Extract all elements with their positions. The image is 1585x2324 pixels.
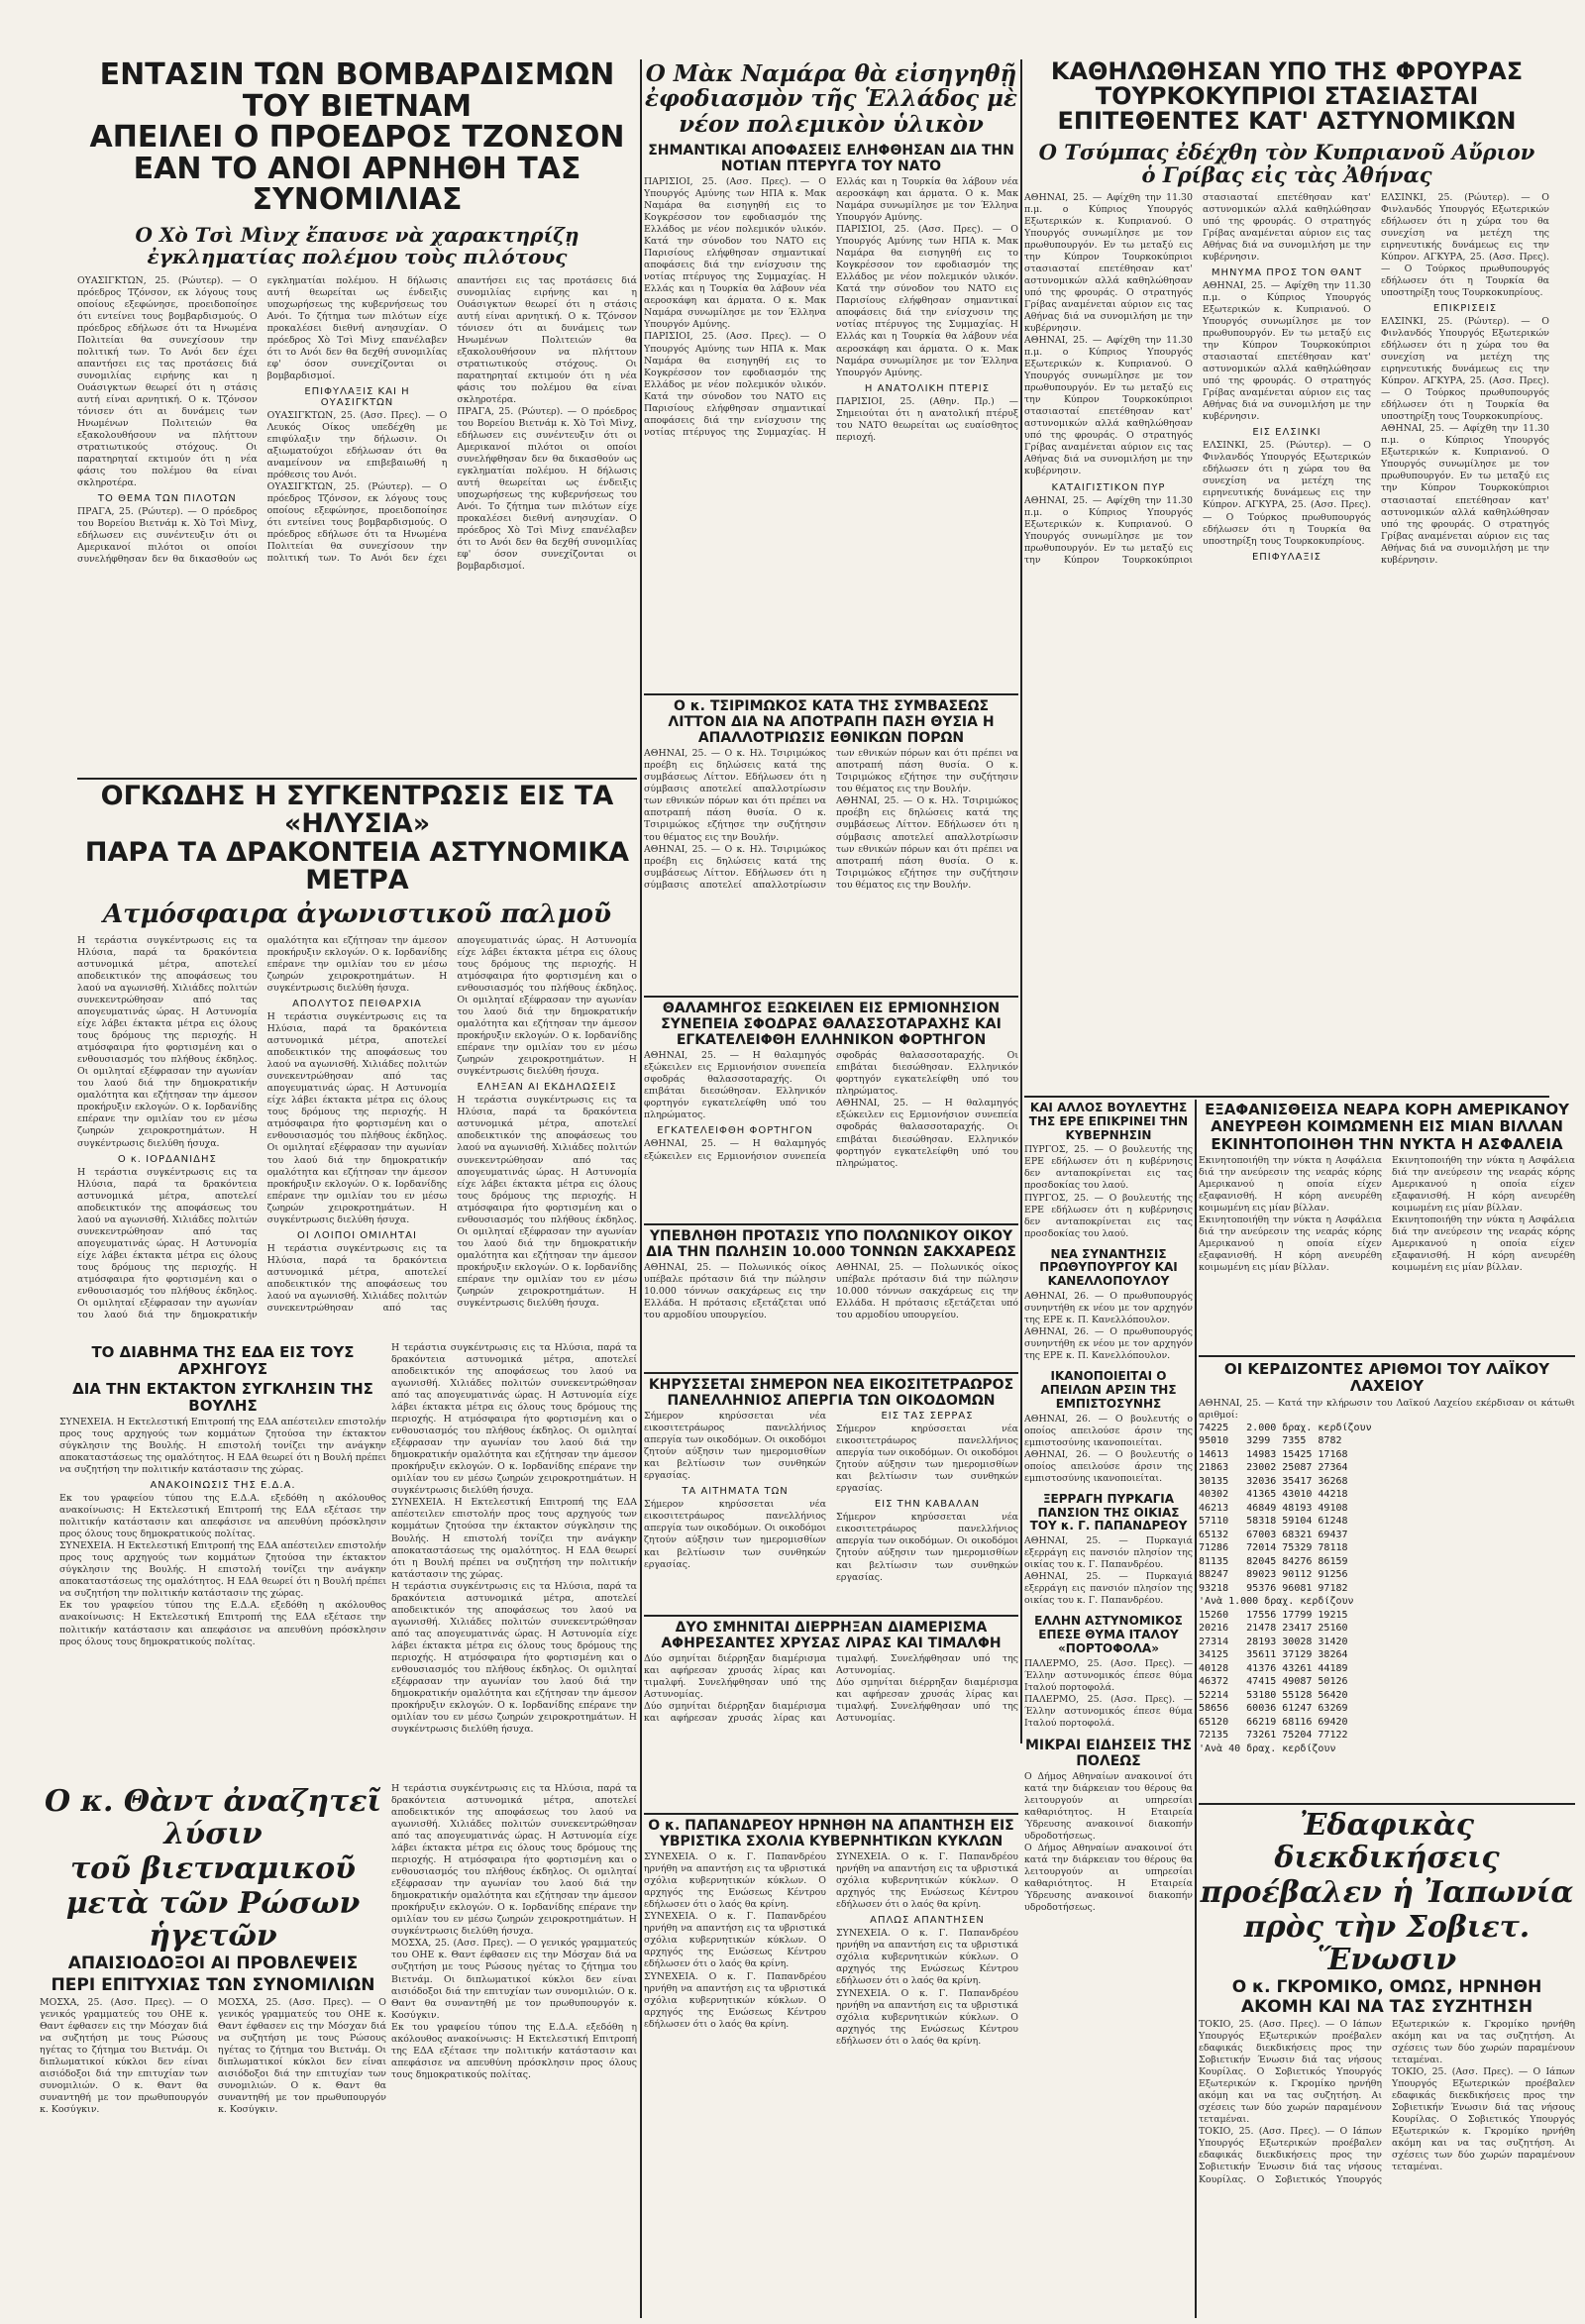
subhead: ΕΠΙΦΥΛΑΞΙΣ [1251, 551, 1322, 563]
subhead: ΕΠΙΦΥΛΑΞΙΣ ΚΑΙ Η ΟΥΑΣΙΓΚΤΩΝ [304, 385, 410, 408]
article-japan-ussr [1199, 1807, 1575, 2317]
headline: ΠΕΡΙ ΕΠΙΤΥΧΙΑΣ ΤΩΝ ΣΥΝΟΜΙΛΙΩΝ [51, 1974, 375, 1995]
short-news-column [1024, 1100, 1193, 2318]
article-body: ΜΟΣΧΑ, 25. (Ασσ. Πρες). — Ο γενικός γραμματεύς του ΟΗΕ κ. Θαντ έφθασεν εις την Μόσχαν διά να συζητήση με τους Ρώσους ηγέτας το ζήτημα του Βιετνάμ. Οι διπλωματικοί κύκλοι δεν είναι αισιόδοξοι διά την επιτυχίαν των συνομιλιών. Ο κ. Θαντ θα συναντηθή με τον πρωθυπουργόν κ. Κοσύγκιν. [391, 1938, 637, 2021]
article-body: Εκινητοποιήθη την νύκτα η Ασφάλεια διά την ανεύρεσιν της νεαράς κόρης Αμερικανού η οποία είχεν εξαφανισθή. Η κόρη ανευρέθη κοιμωμένη εις μίαν βίλλαν. [1199, 1214, 1382, 1274]
article-eda-demarche [59, 1342, 386, 1778]
headline: ΔΙΑ ΤΗΝ ΕΚΤΑΚΤΟΝ ΣΥΓΚΛΗΣΙΝ ΤΗΣ ΒΟΥΛΗΣ [72, 1379, 373, 1415]
article-body: ΣΥΝΕΧΕΙΑ. Ο κ. Γ. Παπανδρέου ηρνήθη να απαντήση εις τα υβριστικά σχόλια κυβερνητικών κύκλων. Ο αρχηγός της Ενώσεως Κέντρου εδήλωσεν ότι ο λαός θα κρίνη. [836, 1851, 1018, 1911]
article-body: ΑΘΗΝΑΙ, 25. — Αφίχθη την 11.30 π.μ. ο Κύπριος Υπουργός Εξωτερικών κ. Κυπριανού. Ο Υπουργός συνωμίλησε με τον πρωθυπουργόν. Εν τω μεταξύ εις την Κύπρον Τουρκοκύπριοι στασιασταί επετέθησαν κατ' αστυνομικών αλλά καθηλώθησαν υπό της φρουράς. Ο στρατηγός Γρίβας αναμένεται αύριον εις τας Αθήνας διά να συνομιλήση με την κυβέρνησιν. [1024, 191, 1193, 335]
headline: ΟΓΚΩΔΗΣ Η ΣΥΓΚΕΝΤΡΩΣΙΣ ΕΙΣ ΤΑ «ΗΛΥΣΙΑ» [100, 783, 614, 840]
article-body: ΑΘΗΝΑΙ, 25. — Αφίχθη την 11.30 π.μ. ο Κύπριος Υπουργός Εξωτερικών κ. Κυπριανού. Ο Υπουργός συνωμίλησε με τον πρωθυπουργόν. Εν τω μεταξύ εις την Κύπρον Τουρκοκύπριοι στασιασταί επετέθησαν κατ' αστυνομικών αλλά καθηλώθησαν υπό της φρουράς. Ο στρατηγός Γρίβας αναμένεται αύριον εις τας Αθήνας διά να συνομιλήση με την κυβέρνησιν. [1024, 335, 1193, 477]
article-body: ΟΥΑΣΙΓΚΤΩΝ, 25. (Ρώυτερ). — Ο πρόεδρος Τζόνσον, εκ λόγους τους οποίους εξεφώνησε, προειδοποίησε ότι εντείνει τους βομβαρδισμούς. Ο πρόεδρος εδήλωσε ότι τα Ηνωμένα Πολιτείαι θα συνεχίσουν την πολιτική των. Το Ανόι δεν έχει απαντήσει εις τας προτάσεις διά συνομιλίας ειρήνης και η Ουάσιγκτων θεωρεί ότι η στάσις αυτή είναι αρνητική. Ο κ. Τζόνσον τόνισεν ότι αι δυνάμεις των Ηνωμένων Πολιτειών θα εξακολουθήσουν να πλήττουν στρατιωτικούς στόχους. Οι παρατηρηταί εκτιμούν ότι η νέα φάσις του πολέμου θα είναι σκληροτέρα. [77, 274, 258, 489]
article-body: Η τεράστια συγκέντρωσις εις τα Ηλύσια, παρά τα δρακόντεια αστυνομικά μέτρα, αποτελεί αποδεικτικόν της αποφάσεως του λαού να αγωνισθή. Χιλιάδες πολιτών συνεκεντρώθησαν από τας απογευματινάς ώρας. Η Αστυνομία είχε λάβει έκτακτα μέτρα εις όλους τους δρόμους της περιοχής. Η ατμόσφαιρα ήτο φορτισμένη και ο ενθουσιασμός του πλήθους έκδηλος. Οι ομιληταί εξέφρασαν την αγωνίαν του λαού διά την δημοκρατικήν ομαλότητα και εζήτησαν την άμεσον προκήρυξιν εκλογών. Ο κ. Ιορδανίδης επέρανε την ομιλίαν του εν μέσω ζωηρών χειροκροτημάτων. Η συγκέντρωσις διελύθη ήσυχα. [266, 934, 637, 1314]
subhead: ΑΠΟΛΥΤΟΣ ΠΕΙΘΑΡΧΙΑ [292, 999, 422, 1010]
article-body: ΣΥΝΕΧΕΙΑ. Η Εκτελεστική Επιτροπή της ΕΔΑ απέστειλεν επιστολήν προς τους αρχηγούς των κομμάτων ζητούσα την έκτακτον σύγκλησιν της Βουλής. Η επιστολή τονίζει την ανάγκην αποκαταστάσεως της ομαλότητος. Η ΕΔΑ θεωρεί ότι η Βουλή πρέπει να συζητήση την πολιτικήν κατάστασιν της χώρας. [391, 1497, 637, 1580]
article-body: ΑΘΗΝΑΙ, 25. — Αφίχθη την 11.30 π.μ. ο Κύπριος Υπουργός Εξωτερικών κ. Κυπριανού. Ο Υπουργός συνωμίλησε με τον πρωθυπουργόν. Εν τω μεταξύ εις την Κύπρον Τουρκοκύπριοι στασιασταί επετέθησαν κατ' αστυνομικών αλλά καθηλώθησαν υπό της φρουράς. Ο στρατηγός Γρίβας αναμένεται αύριον εις τας Αθήνας διά να συνομιλήση με την κυβέρνησιν. [1203, 279, 1371, 423]
headline: προέβαλεν ἡ Ἰαπωνία [1200, 1875, 1574, 1910]
headline: μετὰ τῶν Ρώσων ἡγετῶν [65, 1886, 361, 1954]
article-body: ΤΟΚΙΟ, 25. (Ασσ. Πρες). — Ο Ιάπων Υπουργός Εξωτερικών προέβαλεν εδαφικάς διεκδικήσεις προς την Σοβιετικήν Ένωσιν διά τας νήσους Κουρίλας. Ο Σοβιετικός Υπουργός Εξωτερικών κ. Γκρομίκο ηρνήθη ακόμη και να τας συζητήση. Αι σχέσεις των δύο χωρών παραμένουν τεταμέναι. [1392, 2066, 1575, 2173]
article-body: ΑΘΗΝΑΙ, 25. — Πολωνικός οίκος υπέβαλε πρότασιν διά την πώλησιν 10.000 τόννων σακχάρεως εις την Ελλάδα. Η πρότασις εξετάζεται υπό του αρμοδίου υπουργείου. [644, 1262, 826, 1321]
headline: ΕΑΝ ΤΟ ΑΝΟΙ ΑΡΝΗΘΗ ΤΑΣ ΣΥΝΟΜΙΛΙΑΣ [133, 151, 581, 217]
article-body: Σήμερον κηρύσσεται νέα εικοσιτετράωρος πανελλήνιος απεργία των οικοδόμων. Οι οικοδόμοι ζητούν αύξησιν των ημερομισθίων και βελτίωσιν των συνθηκών εργασίας. [644, 1499, 826, 1570]
article-body: ΠΑΛΕΡΜΟ, 25. (Ασσ. Πρες). — Έλλην αστυνομικός έπεσε θύμα Ιταλού πορτοφολά. [1024, 1693, 1193, 1729]
article-papandreou [644, 1816, 1018, 2316]
article-body: ΑΘΗΝΑΙ, 25. — Αφίχθη την 11.30 π.μ. ο Κύπριος Υπουργός Εξωτερικών κ. Κυπριανού. Ο Υπουργός συνωμίλησε με τον πρωθυπουργόν. Εν τω μεταξύ εις την Κύπρον Τουρκοκύπριοι στασιασταί επετέθησαν κατ' αστυνομικών αλλά καθηλώθησαν υπό της φρουράς. Ο στρατηγός Γρίβας αναμένεται αύριον εις τας Αθήνας διά να συνομιλήση με την κυβέρνησιν. [1024, 191, 1371, 566]
article-body: Σήμερον κηρύσσεται νέα εικοσιτετράωρος πανελλήνιος απεργία των οικοδόμων. Οι οικοδόμοι ζητούν αύξησιν των ημερομισθίων και βελτίωσιν των συνθηκών εργασίας. [644, 1411, 826, 1482]
headline: ΕΝΤΑΣΙΝ ΤΩΝ ΒΟΜΒΑΡΔΙΣΜΩΝ ΤΟΥ ΒΙΕΤΝΑΜ [99, 59, 615, 124]
column-rule [640, 59, 642, 2318]
headline: ΑΠΕΙΛΕΙ Ο ΠΡΟΕΔΡΟΣ ΤΖΟΝΣΟΝ [89, 120, 625, 155]
headline: Ο κ. ΓΚΡΟΜΙΚΟ, ΟΜΩΣ, ΗΡΝΗΘΗ ΑΚΟΜΗ ΚΑΙ ΝΑ ΤΑΣ ΣΥΖΗΤΗΣΗ [1231, 1977, 1542, 2017]
article-body: ΑΘΗΝΑΙ, 26. — Ο πρωθυπουργός συνηντήθη εκ νέου με τον αρχηγόν της ΕΡΕ κ. Π. Κανελλόπουλον. [1024, 1326, 1193, 1362]
article-builders-strike [644, 1375, 1018, 1613]
headline: ΚΗΡΥΣΣΕΤΑΙ ΣΗΜΕΡΟΝ ΝΕΑ ΕΙΚΟΣΙΤΕΤΡΑΩΡΟΣ ΠΑΝΕΛΛΗΝΙΟΣ ΑΠΕΡΓΙΑ ΤΩΝ ΟΙΚΟΔΟΜΩΝ [648, 1377, 1014, 1410]
article-body: Σήμερον κηρύσσεται νέα εικοσιτετράωρος πανελλήνιος απεργία των οικοδόμων. Οι οικοδόμοι ζητούν αύξησιν των ημερομισθίων και βελτίωσιν των συνθηκών εργασίας. [836, 1424, 1018, 1495]
article-body: Η τεράστια συγκέντρωσις εις τα Ηλύσια, παρά τα δρακόντεια αστυνομικά μέτρα, αποτελεί αποδεικτικόν της αποφάσεως του λαού να αγωνισθή. Χιλιάδες πολιτών συνεκεντρώθησαν από τας απογευματινάς ώρας. Η Αστυνομία είχε λάβει έκτακτα μέτρα εις όλους τους δρόμους της περιοχής. Η ατμόσφαιρα ήτο φορτισμένη και ο ενθουσιασμός του πλήθους έκδηλος. Οι ομιληταί εξέφρασαν την αγωνίαν του λαού διά την δημοκρατικήν ομαλότητα και εζήτησαν την άμεσον προκήρυξιν εκλογών. Ο κ. Ιορδανίδης επέρανε την ομιλίαν του εν μέσω ζωηρών χειροκροτημάτων. Η συγκέντρωσις διελύθη ήσυχα. [391, 1342, 637, 1497]
article-missing-girl [1199, 1100, 1575, 1352]
deck: Ο Χὸ Τσὶ Μὶνχ ἔπαυσε νὰ χαρακτηρίζῃ ἐγκληματίας πολέμου τοὺς πιλότους [135, 222, 580, 268]
section-rule [644, 1813, 1018, 1815]
article-body: Εκ του γραφείου τύπου της Ε.Δ.Α. εξεδόθη η ακόλουθος ανακοίνωσις: Η Εκτελεστική Επιτροπή της ΕΔΑ εξέτασε την πολιτικήν κατάστασιν και απεφάσισε να απευθύνη πρόσκλησιν προς όλους τους δημοκρατικούς πολίτας. [59, 1600, 386, 1647]
subhead: ΑΠΛΩΣ ΑΠΑΝΤΗΣΕΝ [870, 1915, 985, 1927]
headline: ΕΛΛΗΝ ΑΣΤΥΝΟΜΙΚΟΣ ΕΠΕΣΕ ΘΥΜΑ ΙΤΑΛΟΥ «ΠΟΡΤΟΦΟΛΑ» [1034, 1614, 1183, 1655]
headline: ΞΕΡΡΑΓΗ ΠΥΡΚΑΓΙΑ ΠΑΝΣΙΟΝ ΤΗΣ ΟΙΚΙΑΣ ΤΟΥ κ. Γ. ΠΑΠΑΝΔΡΕΟΥ [1029, 1491, 1188, 1533]
subhead: ΕΓΚΑΤΕΛΕΙΦΘΗ ΦΟΡΤΗΓΟΝ [657, 1125, 813, 1137]
deck: Ο Τσύμπας ἐδέχθη τὸν Κυπριανοῦ Αὔριον ὁ Γρίβας εἰς τὰς Ἀθήνας [1038, 139, 1535, 187]
headline: ΤΟ ΔΙΑΒΗΜΑ ΤΗΣ ΕΔΑ ΕΙΣ ΤΟΥΣ ΑΡΧΗΓΟΥΣ [91, 1343, 355, 1379]
article-cyprus [1024, 59, 1549, 1095]
article-body: ΜΟΣΧΑ, 25. (Ασσ. Πρες). — Ο γενικός γραμματεύς του ΟΗΕ κ. Θαντ έφθασεν εις την Μόσχαν διά να συζητήση με τους Ρώσους ηγέτας το ζήτημα του Βιετνάμ. Οι διπλωματικοί κύκλοι δεν είναι αισιόδοξοι διά την επιτυχίαν των συνομιλιών. Ο κ. Θαντ θα συναντηθή με τον πρωθυπουργόν κ. Κοσύγκιν. [40, 1997, 208, 2116]
subhead: ΟΙ ΛΟΙΠΟΙ ΟΜΙΛΗΤΑΙ [297, 1229, 417, 1241]
article-body: Δύο σμηνίται διέρρηξαν διαμέρισμα και αφήρεσαν χρυσάς λίρας και τιμαλφή. Συνελήφθησαν υπό της Αστυνομίας. [644, 1653, 1018, 1725]
article-body: ΟΥΑΣΙΓΚΤΩΝ, 25. (Ρώυτερ). — Ο πρόεδρος Τζόνσον, εκ λόγους τους οποίους εξεφώνησε, προειδοποίησε ότι εντείνει τους βομβαρδισμούς. Ο πρόεδρος εδήλωσε ότι τα Ηνωμένα Πολιτείαι θα συνεχίσουν την πολιτική των. Το Ανόι δεν έχει απαντήσει εις τας προτάσεις διά συνομιλίας ειρήνης και η Ουάσιγκτων θεωρεί ότι η στάσις αυτή είναι αρνητική. Ο κ. Τζόνσον τόνισεν ότι αι δυνάμεις των Ηνωμένων Πολιτειών θα εξακολουθήσουν να πλήττουν στρατιωτικούς στόχους. Οι παρατηρηταί εκτιμούν ότι η νέα φάσις του πολέμου θα είναι σκληροτέρα. [266, 274, 637, 565]
article-body: Ο Δήμος Αθηναίων ανακοινοί ότι κατά την διάρκειαν του θέρους θα λειτουργούν αι υπηρεσίαι καθαριότητος. Η Εταιρεία Ύδρευσης ανακοινοί διακοπήν υδροδοτήσεως. [1024, 1843, 1193, 1914]
article-body: ΑΘΗΝΑΙ, 25. — Η θαλαμηγός εξώκειλεν εις Ερμιονήσιον συνεπεία σφοδράς θαλασσοταραχής. Οι επιβάται διεσώθησαν. Ελληνικόν φορτηγόν εγκατελείφθη υπό του πληρώματος. [836, 1098, 1018, 1169]
subhead: ΕΙΣ ΕΛΣΙΝΚΙ [1252, 427, 1321, 439]
article-body: ΑΘΗΝΑΙ, 25. — Ο κ. Ηλ. Τσιριμώκος προέβη εις δηλώσεις κατά της συμβάσεως Λίττον. Εδήλωσεν ότι η σύμβασις αποτελεί απαλλοτρίωσιν των εθνικών πόρων και ότι πρέπει να αποτραπή πάση θυσία. Ο κ. Τσιριμώκος εζήτησε την συζήτησιν του θέματος εις την Βουλήν. [644, 748, 826, 843]
subhead: ΕΙΣ ΤΗΝ ΚΑΒΑΛΑΝ [874, 1499, 981, 1511]
article-body: ΣΥΝΕΧΕΙΑ. Ο κ. Γ. Παπανδρέου ηρνήθη να απαντήση εις τα υβριστικά σχόλια κυβερνητικών κύκλων. Ο αρχηγός της Ενώσεως Κέντρου εδήλωσεν ότι ο λαός θα κρίνη. [644, 1911, 826, 1970]
subhead: Η ΑΝΑΤΟΛΙΚΗ ΠΤΕΡΙΣ [864, 382, 991, 394]
article-body: Εκ του γραφείου τύπου της Ε.Δ.Α. εξεδόθη η ακόλουθος ανακοίνωσις: Η Εκτελεστική Επιτροπή της ΕΔΑ εξέτασε την πολιτικήν κατάστασιν και απεφάσισε να απευθύνη πρόσκλησιν προς όλους τους δημοκρατικούς πολίτας. [59, 1493, 386, 1540]
article-airmen-burglary [644, 1618, 1018, 1811]
subhead: ΑΝΑΚΟΙΝΩΣΙΣ ΤΗΣ Ε.Δ.Α. [150, 1480, 296, 1492]
article-body: Η τεράστια συγκέντρωσις εις τα Ηλύσια, παρά τα δρακόντεια αστυνομικά μέτρα, αποτελεί αποδεικτικόν της αποφάσεως του λαού να αγωνισθή. Χιλιάδες πολιτών συνεκεντρώθησαν από τας απογευματινάς ώρας. Η Αστυνομία είχε λάβει έκτακτα μέτρα εις όλους τους δρόμους της περιοχής. Η ατμόσφαιρα ήτο φορτισμένη και ο ενθουσιασμός του πλήθους έκδηλος. Οι ομιληταί εξέφρασαν την αγωνίαν του λαού διά την δημοκρατικήν ομαλότητα και εζήτησαν την άμεσον προκήρυξιν εκλογών. Ο κ. Ιορδανίδης επέρανε την ομιλίαν του εν μέσω ζωηρών χειροκροτημάτων. Η συγκέντρωσις διελύθη ήσυχα. [266, 1011, 448, 1225]
headline: Ο κ. Θὰντ ἀναζητεῖ λύσιν [44, 1784, 382, 1851]
article-body: ΑΘΗΝΑΙ, 25. — Κατά την κλήρωσιν του Λαϊκού Λαχείου εκέρδισαν οι κάτωθι αριθμοί: [1199, 1397, 1575, 1421]
article-body: Σήμερον κηρύσσεται νέα εικοσιτετράωρος πανελλήνιος απεργία των οικοδόμων. Οι οικοδόμοι ζητούν αύξησιν των ημερομισθίων και βελτίωσιν των συνθηκών εργασίας. [836, 1512, 1018, 1583]
article-body: Η τεράστια συγκέντρωσις εις τα Ηλύσια, παρά τα δρακόντεια αστυνομικά μέτρα, αποτελεί αποδεικτικόν της αποφάσεως του λαού να αγωνισθή. Χιλιάδες πολιτών συνεκεντρώθησαν από τας απογευματινάς ώρας. Η Αστυνομία είχε λάβει έκτακτα μέτρα εις όλους τους δρόμους της περιοχής. Η ατμόσφαιρα ήτο φορτισμένη και ο ενθουσιασμός του πλήθους έκδηλος. Οι ομιληταί εξέφρασαν την αγωνίαν του λαού διά την δημοκρατικήν ομαλότητα και εζήτησαν την άμεσον προκήρυξιν εκλογών. Ο κ. Ιορδανίδης επέρανε την ομιλίαν του εν μέσω ζωηρών χειροκροτημάτων. Η συγκέντρωσις διελύθη ήσυχα. [391, 1783, 637, 1938]
column-rule [1020, 59, 1022, 1743]
article-mcnamara-nato [644, 59, 1018, 693]
headline: ΝΕΑ ΣΥΝΑΝΤΗΣΙΣ ΠΡΩΘΥΠΟΥΡΓΟΥ ΚΑΙ ΚΑΝΕΛΛΟΠΟΥΛΟΥ [1039, 1246, 1178, 1289]
section-rule [644, 693, 1018, 695]
article-body: ΣΥΝΕΧΕΙΑ. Η Εκτελεστική Επιτροπή της ΕΔΑ απέστειλεν επιστολήν προς τους αρχηγούς των κομμάτων ζητούσα την έκτακτον σύγκλησιν της Βουλής. Η επιστολή τονίζει την ανάγκην αποκαταστάσεως της ομαλότητος. Η ΕΔΑ θεωρεί ότι η Βουλή πρέπει να συζητήση την πολιτικήν κατάστασιν της χώρας. [59, 1540, 386, 1600]
headline: Ἐδαφικὰς διεκδικήσεις [1274, 1808, 1500, 1875]
headline: ΑΠΑΙΣΙΟΔΟΞΟΙ ΑΙ ΠΡΟΒΛΕΨΕΙΣ [67, 1954, 359, 1973]
article-body: ΑΘΗΝΑΙ, 25. — Πολωνικός οίκος υπέβαλε πρότασιν διά την πώλησιν 10.000 τόννων σακχάρεως εις την Ελλάδα. Η πρότασις εξετάζεται υπό του αρμοδίου υπουργείου. [836, 1262, 1018, 1321]
article-body: ΑΘΗΝΑΙ, 25. — Η θαλαμηγός εξώκειλεν εις Ερμιονήσιον συνεπεία σφοδράς θαλασσοταραχής. Οι επιβάται διεσώθησαν. Ελληνικόν φορτηγόν εγκατελείφθη υπό του πληρώματος. [644, 1050, 826, 1121]
section-rule [77, 778, 637, 780]
subhead: ΤΟ ΘΕΜΑ ΤΩΝ ΠΙΛΟΤΩΝ [97, 493, 237, 505]
headline: ΣΗΜΑΝΤΙΚΑΙ ΑΠΟΦΑΣΕΙΣ ΕΛΗΦΘΗΣΑΝ ΔΙΑ ΤΗΝ ΝΟΤΙΑΝ ΠΤΕΡΥΓΑ ΤΟΥ ΝΑΤΟ [648, 142, 1014, 174]
article-body: ΜΟΣΧΑ, 25. (Ασσ. Πρες). — Ο γενικός γραμματεύς του ΟΗΕ κ. Θαντ έφθασεν εις την Μόσχαν διά να συζητήση με τους Ρώσους ηγέτας το ζήτημα του Βιετνάμ. Οι διπλωματικοί κύκλοι δεν είναι αισιόδοξοι διά την επιτυχίαν των συνομιλιών. Ο κ. Θαντ θα συναντηθή με τον πρωθυπουργόν κ. Κοσύγκιν. [218, 1997, 386, 2116]
article-body: Εκινητοποιήθη την νύκτα η Ασφάλεια διά την ανεύρεσιν της νεαράς κόρης Αμερικανού η οποία είχεν εξαφανισθή. Η κόρη ανευρέθη κοιμωμένη εις μίαν βίλλαν. [1392, 1214, 1575, 1274]
article-body: ΑΘΗΝΑΙ, 26. — Ο βουλευτής ο οποίος απειλούσε άρσιν της εμπιστοσύνης ικανοποιείται. [1024, 1413, 1193, 1448]
subhead: ΕΠΙΚΡΙΣΕΙΣ [1432, 303, 1498, 315]
article-body: ΑΘΗΝΑΙ, 26. — Ο βουλευτής ο οποίος απειλούσε άρσιν της εμπιστοσύνης ικανοποιείται. [1024, 1448, 1193, 1484]
article-body: Εκ του γραφείου τύπου της Ε.Δ.Α. εξεδόθη η ακόλουθος ανακοίνωσις: Η Εκτελεστική Επιτροπή της ΕΔΑ εξέτασε την πολιτικήν κατάστασιν και απεφάσισε να απευθύνη πρόσκλησιν προς όλους τους δημοκρατικούς πολίτας. [391, 2021, 637, 2080]
article-body: ΟΥΑΣΙΓΚΤΩΝ, 25. (Ασσ. Πρες). — Ο Λευκός Οίκος υπεδέχθη με επιφύλαξιν την δήλωσιν. Οι αξιωματούχοι εδήλωσαν ότι θα αναμείνουν να επιβεβαιωθή η πρόθεσις του Ανόι. [266, 409, 448, 480]
article-body: ΠΑΡΙΣΙΟΙ, 25. (Ασσ. Πρες). — Ο Υπουργός Αμύνης των ΗΠΑ κ. Μακ Ναμάρα θα εισηγηθή εις το Κογκρέσσον τον εφοδιασμόν της Ελλάδος με νέον πολεμικόν υλικόν. Κατά την σύνοδον του ΝΑΤΟ εις Παρισίους ελήφθησαν σημαντικαί αποφάσεις διά την ενίσχυσιν της νοτίας πτέρυγος της Συμμαχίας. Η Ελλάς και η Τουρκία θα λάβουν νέα αεροσκάφη και άρματα. Ο κ. Μακ Ναμάρα συνωμίλησε με τον Έλληνα Υπουργόν Αμύνης. [644, 176, 1018, 438]
headline: ΥΠΕΒΛΗΘΗ ΠΡΟΤΑΣΙΣ ΥΠΟ ΠΟΛΩΝΙΚΟΥ ΟΙΚΟΥ ΔΙΑ ΤΗΝ ΠΩΛΗΣΙΝ 10.000 ΤΟΝΝΩΝ ΣΑΚΧΑΡΕΩΣ [646, 1228, 1016, 1261]
subhead: ΚΑΤΑΙΓΙΣΤΙΚΟΝ ΠΥΡ [1051, 481, 1166, 493]
article-body: ΣΥΝΕΧΕΙΑ. Ο κ. Γ. Παπανδρέου ηρνήθη να απαντήση εις τα υβριστικά σχόλια κυβερνητικών κύκλων. Ο αρχηγός της Ενώσεως Κέντρου εδήλωσεν ότι ο λαός θα κρίνη. [644, 1970, 826, 2030]
article-continuation [391, 1783, 637, 2318]
article-body: Δύο σμηνίται διέρρηξαν διαμέρισμα και αφήρεσαν χρυσάς λίρας και τιμαλφή. Συνελήφθησαν υπό της Αστυνομίας. [836, 1677, 1018, 1725]
headline: τοῦ βιετναμικοῦ [69, 1851, 356, 1886]
section-rule [1024, 1096, 1549, 1098]
article-body: ΑΘΗΝΑΙ, 26. — Ο πρωθυπουργός συνηντήθη εκ νέου με τον αρχηγόν της ΕΡΕ κ. Π. Κανελλόπουλον. [1024, 1291, 1193, 1326]
article-yacht-aground [644, 999, 1018, 1221]
article-body: Η τεράστια συγκέντρωσις εις τα Ηλύσια, παρά τα δρακόντεια αστυνομικά μέτρα, αποτελεί αποδεικτικόν της αποφάσεως του λαού να αγωνισθή. Χιλιάδες πολιτών συνεκεντρώθησαν από τας απογευματινάς ώρας. Η Αστυνομία είχε λάβει έκτακτα μέτρα εις όλους τους δρόμους της περιοχής. Η ατμόσφαιρα ήτο φορτισμένη και ο ενθουσιασμός του πλήθους έκδηλος. Οι ομιληταί εξέφρασαν την αγωνίαν του λαού διά την δημοκρατικήν ομαλότητα και εζήτησαν την άμεσον προκήρυξιν εκλογών. Ο κ. Ιορδανίδης επέρανε την ομιλίαν του εν μέσω ζωηρών χειροκροτημάτων. Η συγκέντρωσις διελύθη ήσυχα. [77, 934, 448, 1320]
headline: ΕΞΑΦΑΝΙΣΘΕΙΣΑ ΝΕΑΡΑ ΚΟΡΗ ΑΜΕΡΙΚΑΝΟΥ ΑΝΕΥΡΕΘΗ ΚΟΙΜΩΜΕΝΗ ΕΙΣ ΜΙΑΝ ΒΙΛΛΑΝ ΕΚΙΝΗΤΟΠΟΙΗΘΗ ΤΗΝ ΝΥΚΤΑ Η ΑΣΦΑΛΕΙΑ [1205, 1101, 1569, 1153]
article-body: Η τεράστια συγκέντρωσις εις τα Ηλύσια, παρά τα δρακόντεια αστυνομικά μέτρα, αποτελεί αποδεικτικόν της αποφάσεως του λαού να αγωνισθή. Χιλιάδες πολιτών συνεκεντρώθησαν από τας απογευματινάς ώρας. Η Αστυνομία είχε λάβει έκτακτα μέτρα εις όλους τους δρόμους της περιοχής. Η ατμόσφαιρα ήτο φορτισμένη και ο ενθουσιασμός του πλήθους έκδηλος. Οι ομιληταί εξέφρασαν την αγωνίαν του λαού διά την δημοκρατικήν ομαλότητα και εζήτησαν την άμεσον προκήρυξιν εκλογών. Ο κ. Ιορδανίδης επέρανε την ομιλίαν του εν μέσω ζωηρών χειροκροτημάτων. Η συγκέντρωσις διελύθη ήσυχα. [457, 1095, 637, 1309]
subhead: Ο κ. ΙΟΡΔΑΝΙΔΗΣ [117, 1153, 217, 1165]
subhead: ΤΑ ΑΙΤΗΜΑΤΑ ΤΩΝ [682, 1486, 789, 1498]
article-body: Εκινητοποιήθη την νύκτα η Ασφάλεια διά την ανεύρεσιν της νεαράς κόρης Αμερικανού η οποία είχεν εξαφανισθή. Η κόρη ανευρέθη κοιμωμένη εις μίαν βίλλαν. [1199, 1154, 1382, 1214]
article-body: ΣΥΝΕΧΕΙΑ. Ο κ. Γ. Παπανδρέου ηρνήθη να απαντήση εις τα υβριστικά σχόλια κυβερνητικών κύκλων. Ο αρχηγός της Ενώσεως Κέντρου εδήλωσεν ότι ο λαός θα κρίνη. [644, 1851, 826, 1911]
article-body: ΠΑΡΙΣΙΟΙ, 25. (Ασσ. Πρες). — Ο Υπουργός Αμύνης των ΗΠΑ κ. Μακ Ναμάρα θα εισηγηθή εις το Κογκρέσσον τον εφοδιασμόν της Ελλάδος με νέον πολεμικόν υλικόν. Κατά την σύνοδον του ΝΑΤΟ εις Παρισίους ελήφθησαν σημαντικαί αποφάσεις διά την ενίσχυσιν της νοτίας πτέρυγος της Συμμαχίας. Η Ελλάς και η Τουρκία θα λάβουν νέα αεροσκάφη και άρματα. Ο κ. Μακ Ναμάρα συνωμίλησε με τον Έλληνα Υπουργόν Αμύνης. [644, 176, 826, 331]
article-body: ΕΛΣΙΝΚΙ, 25. (Ρώυτερ). — Ο Φινλανδός Υπουργός Εξωτερικών εδήλωσεν ότι η χώρα του θα συνεχίση να μετέχη της ειρηνευτικής δυνάμεως εις την Κύπρον. ΑΓΚΥΡΑ, 25. (Ασσ. Πρες). — Ο Τούρκος πρωθυπουργός εδήλωσεν ότι η Τουρκία θα υποστηρίξη τους Τουρκοκυπρίους. [1381, 316, 1549, 423]
article-body: Εκινητοποιήθη την νύκτα η Ασφάλεια διά την ανεύρεσιν της νεαράς κόρης Αμερικανού η οποία είχεν εξαφανισθή. Η κόρη ανευρέθη κοιμωμένη εις μίαν βίλλαν. [1392, 1154, 1575, 1214]
subhead: ΜΗΝΥΜΑ ΠΡΟΣ ΤΟΝ ΘΑΝΤ [1211, 266, 1363, 278]
headline: Ο Μὰκ Ναμάρα θὰ εἰσηγηθῇ ἐφοδιασμὸν τῆς Ἑλλάδος μὲ νέον πολεμικὸν ὑλικὸν [645, 60, 1017, 138]
article-vietnam-bombing [77, 59, 637, 713]
article-body: ΠΑΛΕΡΜΟ, 25. (Ασσ. Πρες). — Έλλην αστυνομικός έπεσε θύμα Ιταλού πορτοφολά. [1024, 1657, 1193, 1693]
article-body: ΑΘΗΝΑΙ, 25. — Πυρκαγιά εξερράγη εις πανσιόν πλησίον της οικίας του κ. Γ. Παπανδρέου. [1024, 1535, 1193, 1571]
headline: Ο κ. ΠΑΠΑΝΔΡΕΟΥ ΗΡΝΗΘΗ ΝΑ ΑΠΑΝΤΗΣΗ ΕΙΣ ΥΒΡΙΣΤΙΚΑ ΣΧΟΛΙΑ ΚΥΒΕΡΝΗΤΙΚΩΝ ΚΥΚΛΩΝ [648, 1818, 1014, 1850]
article-body: ΣΥΝΕΧΕΙΑ. Ο κ. Γ. Παπανδρέου ηρνήθη να απαντήση εις τα υβριστικά σχόλια κυβερνητικών κύκλων. Ο αρχηγός της Ενώσεως Κέντρου εδήλωσεν ότι ο λαός θα κρίνη. [836, 1987, 1018, 2047]
article-body: ΣΥΝΕΧΕΙΑ. Ο κ. Γ. Παπανδρέου ηρνήθη να απαντήση εις τα υβριστικά σχόλια κυβερνητικών κύκλων. Ο αρχηγός της Ενώσεως Κέντρου εδήλωσεν ότι ο λαός θα κρίνη. [836, 1928, 1018, 1987]
article-lottery [1199, 1359, 1575, 1800]
lottery-numbers: 74225 2.000 δραχ. κερδίζουν 95010 3299 7355 8782 14613 14983 15425 17168 21863 23002 25087 27364 30135 32036 35417 36268 40302 41365 43010 44218 46213 46849 48193 49108 57110 58318 59104 61248 65132 67003 68321 69437 71286 72014 75329 78118 81135 82045 84276 86159 88247 89023 90112 91256 93218 95376 96081 97182 'Ανὰ 1.000 δραχ. κερδίζουν 15260 17556 17799 19215 20216 21478 23417 25160 27314 28193 30028 31420 34125 35611 37129 38264 40128 41376 43261 44189 46372 47415 49087 50126 52214 53180 55128 56420 58656 60036 61247 63269 65120 66219 68116 69420 72135 73261 75204 77122 'Ανὰ 40 δραχ. κερδίζουν [1199, 1422, 1372, 1754]
column-rule [1195, 1100, 1197, 2318]
headline: ΚΑΙ ΑΛΛΟΣ ΒΟΥΛΕΥΤΗΣ ΤΗΣ ΕΡΕ ΕΠΙΚΡΙΝΕΙ ΤΗΝ ΚΥΒΕΡΝΗΣΙΝ [1028, 1101, 1189, 1142]
article-body: Δύο σμηνίται διέρρηξαν διαμέρισμα και αφήρεσαν χρυσάς λίρας και τιμαλφή. Συνελήφθησαν υπό της Αστυνομίας. [644, 1653, 826, 1701]
article-polish-sugar [644, 1226, 1018, 1370]
article-body: Η τεράστια συγκέντρωσις εις τα Ηλύσια, παρά τα δρακόντεια αστυνομικά μέτρα, αποτελεί αποδεικτικόν της αποφάσεως του λαού να αγωνισθή. Χιλιάδες πολιτών συνεκεντρώθησαν από τας απογευματινάς ώρας. Η Αστυνομία είχε λάβει έκτακτα μέτρα εις όλους τους δρόμους της περιοχής. Η ατμόσφαιρα ήτο φορτισμένη και ο ενθουσιασμός του πλήθους έκδηλος. Οι ομιληταί εξέφρασαν την αγωνίαν του λαού διά την δημοκρατικήν ομαλότητα και εζήτησαν την άμεσον προκήρυξιν εκλογών. Ο κ. Ιορδανίδης επέρανε την ομιλίαν του εν μέσω ζωηρών χειροκροτημάτων. Η συγκέντρωσις διελύθη ήσυχα. [391, 1580, 637, 1735]
article-body: ΑΘΗΝΑΙ, 25. — Αφίχθη την 11.30 π.μ. ο Κύπριος Υπουργός Εξωτερικών κ. Κυπριανού. Ο Υπουργός συνωμίλησε με τον πρωθυπουργόν. Εν τω μεταξύ εις την Κύπρον Τουρκοκύπριοι στασιασταί επετέθησαν κατ' αστυνομικών αλλά καθηλώθησαν υπό της φρουράς. Ο στρατηγός Γρίβας αναμένεται αύριον εις τας Αθήνας διά να συνομιλήση με την κυβέρνησιν. [1381, 423, 1549, 566]
article-body: ΑΘΗΝΑΙ, 25. — Ο κ. Ηλ. Τσιριμώκος προέβη εις δηλώσεις κατά της συμβάσεως Λίττον. Εδήλωσεν ότι η σύμβασις αποτελεί απαλλοτρίωσιν των εθνικών πόρων και ότι πρέπει να αποτραπή πάση θυσία. Ο κ. Τσιριμώκος εζήτησε την συζήτησιν του θέματος εις την Βουλήν. [644, 748, 1018, 891]
article-ilysia-rally [77, 783, 637, 1337]
article-body: ΤΟΚΙΟ, 25. (Ασσ. Πρες). — Ο Ιάπων Υπουργός Εξωτερικών προέβαλεν εδαφικάς διεκδικήσεις προς την Σοβιετικήν Ένωσιν διά τας νήσους Κουρίλας. Ο Σοβιετικός Υπουργός Εξωτερικών κ. Γκρομίκο ηρνήθη ακόμη και να τας συζητήση. Αι σχέσεις των δύο χωρών παραμένουν τεταμέναι. [1199, 2019, 1382, 2126]
headline: ΠΑΡΑ ΤΑ ΔΡΑΚΟΝΤΕΙΑ ΑΣΤΥΝΟΜΙΚΑ ΜΕΤΡΑ [84, 836, 630, 897]
article-body: ΣΥΝΕΧΕΙΑ. Η Εκτελεστική Επιτροπή της ΕΔΑ απέστειλεν επιστολήν προς τους αρχηγούς των κομμάτων ζητούσα την έκτακτον σύγκλησιν της Βουλής. Η επιστολή τονίζει την ανάγκην αποκαταστάσεως της ομαλότητος. Η ΕΔΑ θεωρεί ότι η Βουλή πρέπει να συζητήση την πολιτικήν κατάστασιν της χώρας. [59, 1417, 386, 1476]
section-rule [1199, 1355, 1575, 1357]
section-rule [644, 1615, 1018, 1617]
subhead: ΕΛΗΞΑΝ ΑΙ ΕΚΔΗΛΩΣΕΙΣ [476, 1082, 617, 1094]
article-body: ΠΥΡΓΟΣ, 25. — Ο βουλευτής της ΕΡΕ εδήλωσεν ότι η κυβέρνησις δεν ανταποκρίνεται εις τας προσδοκίας του λαού. [1024, 1192, 1193, 1239]
article-continuation [391, 1342, 637, 1778]
article-body: ΑΘΗΝΑΙ, 25. — Η θαλαμηγός εξώκειλεν εις Ερμιονήσιον συνεπεία σφοδράς θαλασσοταραχής. Οι επιβάται διεσώθησαν. Ελληνικόν φορτηγόν εγκατελείφθη υπό του πληρώματος. [644, 1050, 1018, 1162]
article-body: ΠΑΡΙΣΙΟΙ, 25. (Ασσ. Πρες). — Ο Υπουργός Αμύνης των ΗΠΑ κ. Μακ Ναμάρα θα εισηγηθή εις το Κογκρέσσον τον εφοδιασμόν της Ελλάδος με νέον πολεμικόν υλικόν. Κατά την σύνοδον του ΝΑΤΟ εις Παρισίους ελήφθησαν σημαντικαί αποφάσεις διά την ενίσχυσιν της νοτίας πτέρυγος της Συμμαχίας. Η Ελλάς και η Τουρκία θα λάβουν νέα αεροσκάφη και άρματα. Ο κ. Μακ Ναμάρα συνωμίλησε με τον Έλληνα Υπουργόν Αμύνης. [836, 224, 1018, 378]
article-body: ΠΡΑΓΑ, 25. (Ρώυτερ). — Ο πρόεδρος του Βορείου Βιετνάμ κ. Χὸ Τσὶ Μὶνχ, εδήλωσεν εις συνέντευξιν ότι οι Αμερικανοί πιλότοι οι οποίοι συνελήφθησαν δεν θα δικασθούν ως εγκληματίαι πολέμου. Η δήλωσις αυτή θεωρείται ως ένδειξις υποχωρήσεως της κυβερνήσεως του Ανόι. Το ζήτημα των πιλότων είχε προκαλέσει διεθνή ανησυχίαν. Ο πρόεδρος Χὸ Τσὶ Μὶνχ επανέλαβεν ότι το Ανόι δεν θα δεχθή συνομιλίας εφ' όσον συνεχίζονται οι βομβαρδισμοί. [457, 405, 637, 573]
section-rule [644, 996, 1018, 998]
article-tsirimokos [644, 696, 1018, 994]
headline: ΘΑΛΑΜΗΓΟΣ ΕΞΩΚΕΙΛΕΝ ΕΙΣ ΕΡΜΙΟΝΗΣΙΟΝ ΣΥΝΕΠΕΙΑ ΣΦΟΔΡΑΣ ΘΑΛΑΣΣΟΤΑΡΑΧΗΣ ΚΑΙ ΕΓΚΑΤΕΛΕΙΦΘΗ ΕΛΛΗΝΙΚΟΝ ΦΟΡΤΗΓΟΝ [661, 1001, 1002, 1049]
article-body: ΑΘΗΝΑΙ, 25. — Πυρκαγιά εξερράγη εις πανσιόν πλησίον της οικίας του κ. Γ. Παπανδρέου. [1024, 1571, 1193, 1607]
article-body: ΕΛΣΙΝΚΙ, 25. (Ρώυτερ). — Ο Φινλανδός Υπουργός Εξωτερικών εδήλωσεν ότι η χώρα του θα συνεχίση να μετέχη της ειρηνευτικής δυνάμεως εις την Κύπρον. ΑΓΚΥΡΑ, 25. (Ασσ. Πρες). — Ο Τούρκος πρωθυπουργός εδήλωσεν ότι η Τουρκία θα υποστηρίξη τους Τουρκοκυπρίους. [1203, 440, 1371, 547]
article-body: ΠΑΡΙΣΙΟΙ, 25. (Αθην. Πρ.) — Σημειούται ότι η ανατολική πτέρυξ του ΝΑΤΟ θεωρείται ως ευαίσθητος περιοχή. [836, 395, 1018, 443]
headline: πρὸς τὴν Σοβιετ. Ἕνωσιν [1243, 1910, 1531, 1977]
headline: ΔΥΟ ΣΜΗΝΙΤΑΙ ΔΙΕΡΡΗΞΑΝ ΔΙΑΜΕΡΙΣΜΑ ΑΦΗΡΕΣΑΝΤΕΣ ΧΡΥΣΑΣ ΛΙΡΑΣ ΚΑΙ ΤΙΜΑΛΦΗ [661, 1620, 1002, 1652]
article-body: ΕΛΣΙΝΚΙ, 25. (Ρώυτερ). — Ο Φινλανδός Υπουργός Εξωτερικών εδήλωσεν ότι η χώρα του θα συνεχίση να μετέχη της ειρηνευτικής δυνάμεως εις την Κύπρον. ΑΓΚΥΡΑ, 25. (Ασσ. Πρες). — Ο Τούρκος πρωθυπουργός εδήλωσεν ότι η Τουρκία θα υποστηρίξη τους Τουρκοκυπρίους. [1381, 191, 1549, 298]
article-thant-vietnam [40, 1783, 386, 2318]
headline: ΟΙ ΚΕΡΔΙΖΟΝΤΕΣ ΑΡΙΘΜΟΙ ΤΟΥ ΛΑΪΚΟΥ ΛΑΧΕΙΟΥ [1223, 1360, 1550, 1396]
headline: ΙΚΑΝΟΠΟΙΕΙΤΑΙ Ο ΑΠΕΙΛΩΝ ΑΡΣΙΝ ΤΗΣ ΕΜΠΙΣΤΟΣΥΝΗΣ [1040, 1369, 1177, 1411]
subhead: ΕΙΣ ΤΑΣ ΣΕΡΡΑΣ [881, 1411, 974, 1423]
headline: ΚΑΘΗΛΩΘΗΣΑΝ ΥΠΟ ΤΗΣ ΦΡΟΥΡΑΣ ΤΟΥΡΚΟΚΥΠΡΙΟΙ ΣΤΑΣΙΑΣΤΑΙ ΕΠΙΤΕΘΕΝΤΕΣ ΚΑΤ' ΑΣΤΥΝΟΜΙΚΩΝ [1050, 59, 1524, 136]
section-rule [644, 1223, 1018, 1225]
headline: Ο κ. ΤΣΙΡΙΜΩΚΟΣ ΚΑΤΑ ΤΗΣ ΣΥΜΒΑΣΕΩΣ ΛΙΤΤΟΝ ΔΙΑ ΝΑ ΑΠΟΤΡΑΠΗ ΠΑΣΗ ΘΥΣΙΑ Η ΑΠΑΛΛΟΤΡΙΩΣΙΣ ΕΘΝΙΚΩΝ ΠΟΡΩΝ [668, 698, 995, 747]
article-body: ΤΟΚΙΟ, 25. (Ασσ. Πρες). — Ο Ιάπων Υπουργός Εξωτερικών προέβαλεν εδαφικάς διεκδικήσεις προς την Σοβιετικήν Ένωσιν διά τας νήσους Κουρίλας. Ο Σοβιετικός Υπουργός Εξωτερικών κ. Γκρομίκο ηρνήθη ακόμη και να τας συζητήση. Αι σχέσεις των δύο χωρών παραμένουν τεταμέναι. [1199, 2019, 1575, 2185]
article-body: ΠΥΡΓΟΣ, 25. — Ο βουλευτής της ΕΡΕ εδήλωσεν ότι η κυβέρνησις δεν ανταποκρίνεται εις τας προσδοκίας του λαού. [1024, 1144, 1193, 1192]
section-rule [644, 1372, 1018, 1374]
article-body: Η τεράστια συγκέντρωσις εις τα Ηλύσια, παρά τα δρακόντεια αστυνομικά μέτρα, αποτελεί αποδεικτικόν της αποφάσεως του λαού να αγωνισθή. Χιλιάδες πολιτών συνεκεντρώθησαν από τας απογευματινάς ώρας. Η Αστυνομία είχε λάβει έκτακτα μέτρα εις όλους τους δρόμους της περιοχής. Η ατμόσφαιρα ήτο φορτισμένη και ο ενθουσιασμός του πλήθους έκδηλος. Οι ομιληταί εξέφρασαν την αγωνίαν του λαού διά την δημοκρατικήν ομαλότητα και εζήτησαν την άμεσον προκήρυξιν εκλογών. Ο κ. Ιορδανίδης επέρανε την ομιλίαν του εν μέσω ζωηρών χειροκροτημάτων. Η συγκέντρωσις διελύθη ήσυχα. [77, 934, 258, 1149]
deck: Ατμόσφαιρα ἀγωνιστικοῦ παλμοῦ [102, 899, 612, 930]
article-body: Ο Δήμος Αθηναίων ανακοινοί ότι κατά την διάρκειαν του θέρους θα λειτουργούν αι υπηρεσίαι καθαριότητος. Η Εταιρεία Ύδρευσης ανακοινοί διακοπήν υδροδοτήσεως. [1024, 1771, 1193, 1843]
article-body: ΑΘΗΝΑΙ, 25. — Ο κ. Ηλ. Τσιριμώκος προέβη εις δηλώσεις κατά της συμβάσεως Λίττον. Εδήλωσεν ότι η σύμβασις αποτελεί απαλλοτρίωσιν των εθνικών πόρων και ότι πρέπει να αποτραπή πάση θυσία. Ο κ. Τσιριμώκος εζήτησε την συζήτησιν του θέματος εις την Βουλήν. [836, 795, 1018, 891]
article-body: ΠΡΑΓΑ, 25. (Ρώυτερ). — Ο πρόεδρος του Βορείου Βιετνάμ κ. Χὸ Τσὶ Μὶνχ, εδήλωσεν εις συνέντευξιν ότι οι Αμερικανοί πιλότοι οι οποίοι συνελήφθησαν δεν θα δικασθούν ως εγκληματίαι πολέμου. Η δήλωσις αυτή θεωρείται ως ένδειξις υποχωρήσεως της κυβερνήσεως του Ανόι. Το ζήτημα των πιλότων είχε προκαλέσει διεθνή ανησυχίαν. Ο πρόεδρος Χὸ Τσὶ Μὶνχ επανέλαβεν ότι το Ανόι δεν θα δεχθή συνομιλίας εφ' όσον συνεχίζονται οι βομβαρδισμοί. [77, 274, 448, 566]
headline: ΜΙΚΡΑΙ ΕΙΔΗΣΕΙΣ ΤΗΣ ΠΟΛΕΩΣ [1024, 1737, 1193, 1770]
section-rule [1199, 1803, 1575, 1805]
